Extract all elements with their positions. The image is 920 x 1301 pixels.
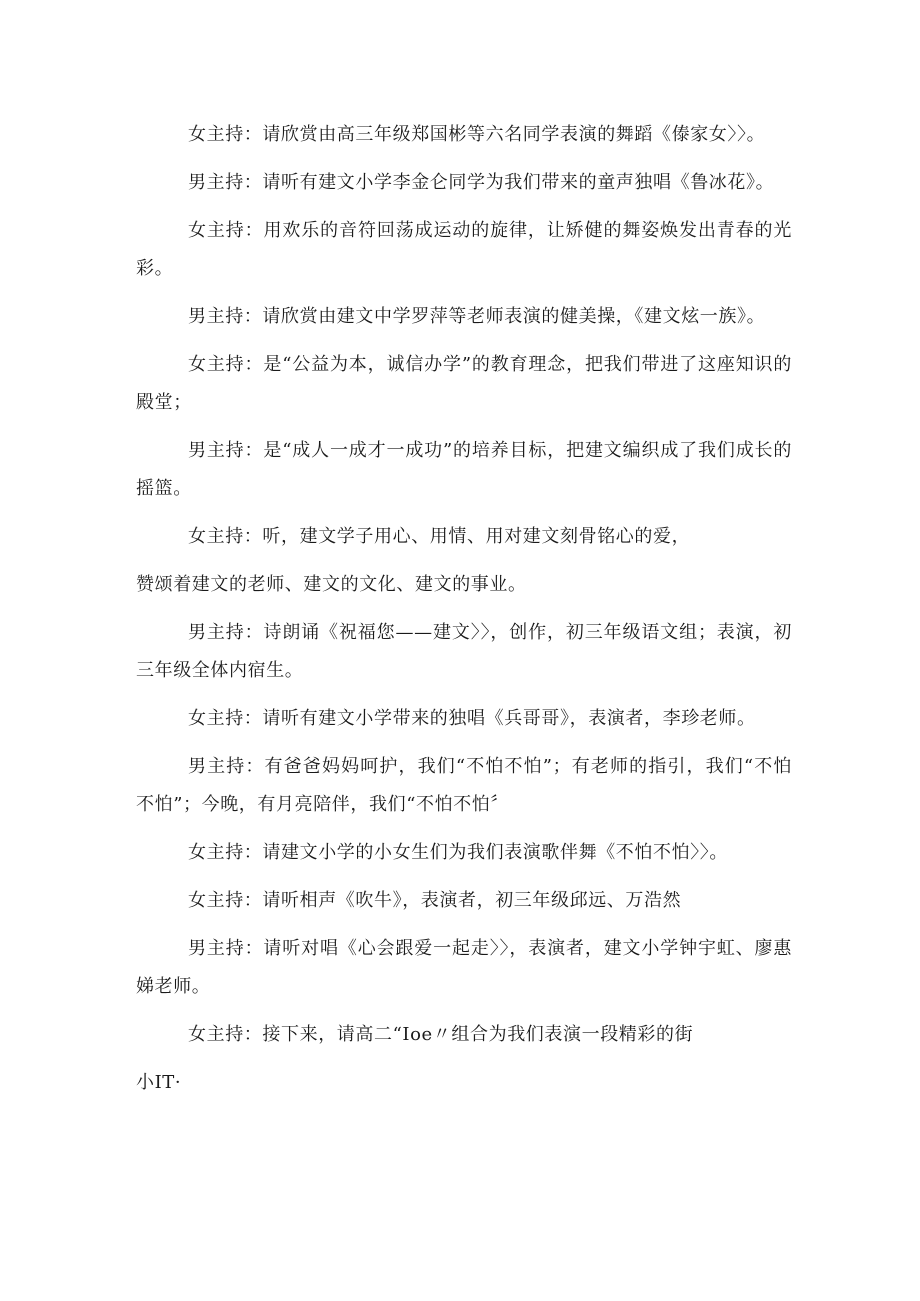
paragraph-4: 男主持：请欣赏由建文中学罗萍等老师表演的健美操，《建文炫一族》。 <box>188 306 766 327</box>
paragraph-7: 女主持：听，建文学子用心、用情、用对建文刻骨铭心的爱， <box>188 526 691 547</box>
paragraph-16: 小IT· <box>136 1072 182 1093</box>
paragraph-6: 男主持：是“成人一成才一成功”的培养目标，把建文编织成了我们成长的摇篮。 <box>136 440 792 499</box>
document-body <box>136 116 792 1112</box>
paragraph-12: 女主持：请建文小学的小女生们为我们表演歌伴舞《不怕不怕〉〉。 <box>188 842 728 863</box>
paragraph-14: 男主持：请听对唱《心会跟爱一起走〉〉，表演者，建文小学钟宇虹、廖惠娣老师。 <box>136 938 792 997</box>
paragraph-3: 女主持：用欢乐的音符回荡成运动的旋律，让矫健的舞姿焕发出青春的光彩。 <box>136 220 792 279</box>
paragraph-11: 男主持：有爸爸妈妈呵护，我们“不怕不怕”；有老师的指引，我们“不怕不怕”；今晚，有月亮陪伴，我们“不怕不怕〞 <box>136 756 792 815</box>
paragraph-2: 男主持：请听有建文小学李金仑同学为我们带来的童声独唱《鲁冰花》。 <box>188 172 775 193</box>
paragraph-1: 女主持：请欣赏由高三年级郑国彬等六名同学表演的舞蹈《傣家女〉〉。 <box>188 124 766 145</box>
paragraph-15: 女主持：接下来，请高二“Ioe〃组合为我们表演一段精彩的街 <box>188 1024 694 1045</box>
paragraph-10: 女主持：请听有建文小学带来的独唱《兵哥哥》，表演者，李珍老师。 <box>188 708 756 729</box>
paragraph-8: 赞颂着建文的老师、建文的文化、建文的事业。 <box>136 574 527 595</box>
paragraph-5: 女主持：是“公益为本，诚信办学”的教育理念，把我们带进了这座知识的殿堂； <box>136 354 792 413</box>
paragraph-9: 男主持：诗朗诵《祝福您——建文〉〉，创作，初三年级语文组；表演，初三年级全体内宿生。 <box>136 622 792 681</box>
paragraph-13: 女主持：请听相声《吹牛》，表演者，初三年级邱远、万浩然 <box>188 890 682 911</box>
